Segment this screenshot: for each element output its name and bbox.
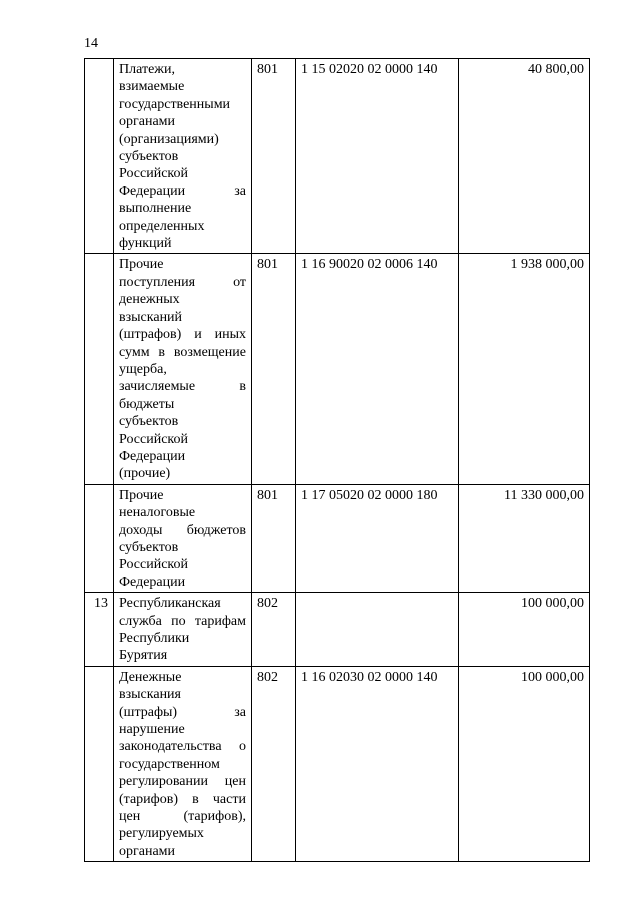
name-line: регулируемых	[119, 826, 204, 842]
revenue-table	[84, 58, 590, 862]
amount-cell: 11 330 000,00	[459, 484, 590, 592]
name-word: по	[171, 613, 186, 629]
name-cell	[114, 484, 252, 592]
table-row	[85, 254, 590, 484]
name-word: (тарифов)	[119, 791, 179, 807]
name-word: в	[192, 791, 199, 807]
name-word: от	[233, 274, 246, 290]
name-line: Платежи,	[119, 62, 175, 77]
name-word: служба	[119, 613, 162, 629]
row-number-cell	[85, 666, 114, 861]
name-line: денежных	[119, 292, 180, 308]
name-line	[119, 738, 246, 755]
name-line	[119, 344, 246, 361]
name-line: ущерба,	[119, 361, 167, 377]
name-line: неналоговые	[119, 505, 196, 521]
page-number: 14	[84, 36, 98, 51]
name-line: Российской	[119, 431, 188, 447]
name-line	[119, 773, 246, 790]
table-body	[85, 59, 590, 862]
amount-cell: 1 938 000,00	[459, 254, 590, 484]
name-line	[119, 791, 246, 808]
admin-code-cell: 801	[252, 59, 296, 254]
name-word: зачисляемые	[119, 379, 196, 395]
name-line	[119, 378, 246, 395]
name-word: и	[194, 327, 202, 343]
name-line: государственном	[119, 756, 220, 772]
name-word: за	[234, 704, 246, 720]
name-word: регулировании	[119, 774, 208, 790]
name-line: взыскания	[119, 687, 181, 703]
name-line: субъектов	[119, 414, 179, 430]
name-line: субъектов	[119, 539, 179, 555]
name-line	[119, 522, 246, 539]
row-number-cell	[85, 484, 114, 592]
name-line: Прочие	[119, 487, 164, 503]
table-row	[85, 593, 590, 667]
name-word: о	[239, 739, 246, 755]
name-line: нарушение	[119, 722, 185, 738]
name-line: органами	[119, 114, 176, 130]
name-line: (прочие)	[119, 466, 171, 482]
name-cell	[114, 254, 252, 484]
budget-code-cell: 1 15 02020 02 0000 140	[296, 59, 459, 254]
name-line: Российской	[119, 166, 188, 182]
amount-cell: 100 000,00	[459, 593, 590, 667]
name-word: в	[239, 379, 246, 395]
row-number-cell: 13	[85, 593, 114, 667]
name-word: в	[158, 344, 166, 360]
row-number-cell	[85, 59, 114, 254]
name-line	[119, 808, 246, 825]
table-row	[85, 484, 590, 592]
name-cell	[114, 666, 252, 861]
name-line: Прочие	[119, 257, 164, 273]
budget-code-cell	[296, 593, 459, 667]
name-line: взимаемые	[119, 79, 185, 95]
name-line: определенных	[119, 218, 205, 234]
admin-code-cell: 801	[252, 484, 296, 592]
name-line: органами	[119, 843, 176, 859]
name-line	[119, 613, 246, 630]
name-word: за	[234, 183, 246, 199]
name-word: тарифам	[194, 613, 246, 629]
name-word: цен	[119, 809, 141, 825]
name-cell	[114, 59, 252, 254]
name-line: Денежные	[119, 669, 182, 685]
name-word: (штрафов)	[119, 327, 182, 343]
name-line: бюджеты	[119, 396, 175, 412]
name-line: Федерации	[119, 574, 186, 590]
name-line: Федерации	[119, 448, 186, 464]
name-line	[119, 274, 246, 291]
name-line	[119, 704, 246, 721]
budget-code-cell: 1 17 05020 02 0000 180	[296, 484, 459, 592]
admin-code-cell: 801	[252, 254, 296, 484]
admin-code-cell: 802	[252, 666, 296, 861]
name-word: (штрафы)	[119, 704, 178, 720]
name-line: субъектов	[119, 149, 179, 165]
name-line	[119, 183, 246, 200]
amount-cell: 100 000,00	[459, 666, 590, 861]
table-row	[85, 666, 590, 861]
name-word: части	[212, 791, 246, 807]
name-line: Республиканская	[119, 596, 221, 612]
name-word: иных	[214, 327, 246, 343]
name-line	[119, 326, 246, 343]
name-line: функций	[119, 236, 172, 252]
name-line: Бурятия	[119, 648, 168, 664]
name-word: поступления	[119, 274, 196, 290]
admin-code-cell: 802	[252, 593, 296, 667]
budget-code-cell: 1 16 02030 02 0000 140	[296, 666, 459, 861]
name-word: Федерации	[119, 183, 186, 199]
name-word: возмещение	[173, 344, 246, 360]
name-line: государственными	[119, 96, 231, 112]
name-word: доходы	[119, 522, 163, 538]
name-word: законодательства	[119, 739, 222, 755]
name-line: взысканий	[119, 309, 183, 325]
name-word: сумм	[119, 344, 150, 360]
name-line: Российской	[119, 557, 188, 573]
name-word: бюджетов	[186, 522, 246, 538]
name-word: цен	[224, 774, 246, 790]
budget-code-cell: 1 16 90020 02 0006 140	[296, 254, 459, 484]
name-word: (тарифов),	[183, 809, 246, 825]
name-line: (организациями)	[119, 131, 219, 147]
row-number-cell	[85, 254, 114, 484]
name-line: Республики	[119, 631, 190, 646]
amount-cell: 40 800,00	[459, 59, 590, 254]
name-cell	[114, 593, 252, 667]
name-line: выполнение	[119, 201, 192, 217]
table-row	[85, 59, 590, 254]
